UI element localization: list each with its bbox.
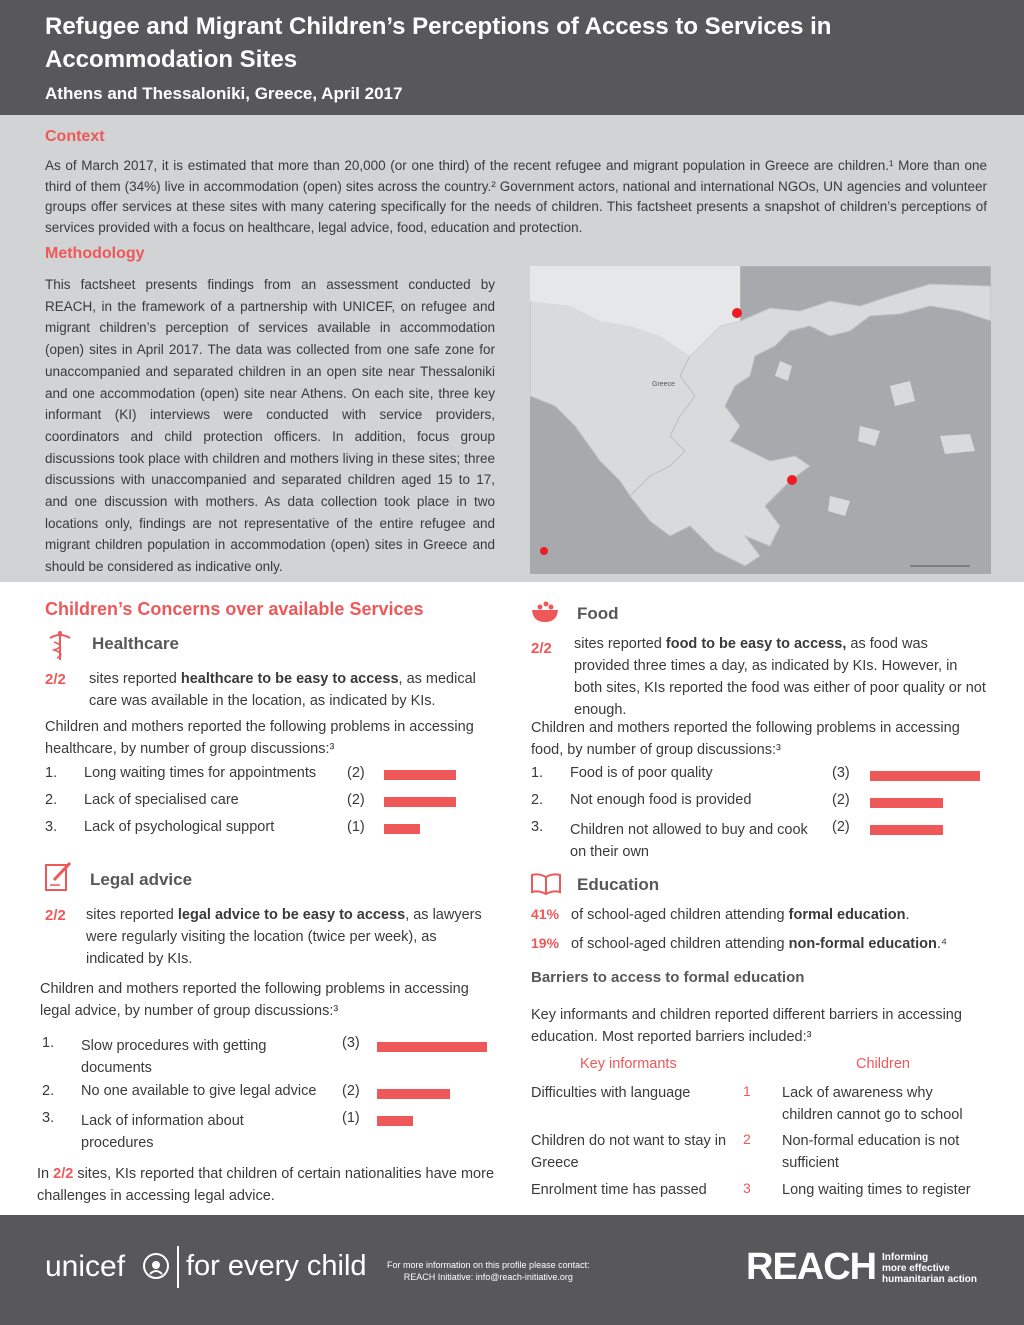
food-item-label: Not enough food is provided	[570, 792, 752, 808]
legal-item-label: Slow procedures with getting documents	[81, 1038, 267, 1076]
barrier-children: Lack of awareness why children cannot go to school	[782, 1085, 963, 1123]
food-item-label: Food is of poor quality	[570, 765, 713, 781]
barriers-heading: Barriers to access to formal education	[531, 969, 805, 986]
education-heading: Education	[577, 875, 660, 894]
food-intro: Children and mothers reported the following problems in accessing food, by number of group discussions:³	[531, 720, 960, 758]
healthcare-item-label: Lack of psychological support	[84, 819, 275, 835]
barrier-ki: Enrolment time has passed	[531, 1182, 707, 1198]
barrier-children: Non-formal education is not sufficient	[782, 1133, 960, 1171]
legal-item-label: No one available to give legal advice	[81, 1083, 317, 1099]
food-bar	[870, 825, 943, 835]
healthcare-bar	[384, 770, 456, 780]
legal-item-count: (2)	[342, 1083, 360, 1099]
barriers-col-children: Children	[856, 1056, 910, 1072]
healthcare-heading: Healthcare	[92, 634, 179, 653]
education-stat-text: of school-aged children attending formal education.	[571, 907, 910, 923]
barrier-ki: Difficulties with language	[531, 1085, 691, 1101]
legal-item-count: (3)	[342, 1035, 360, 1051]
healthcare-item-count: (2)	[347, 765, 365, 781]
unicef-globe-icon	[142, 1252, 170, 1280]
unicef-logo: unicef	[45, 1250, 126, 1283]
reach-tagline-1: Informing	[882, 1252, 929, 1263]
food-stat-text: sites reported food to be easy to access, as food was provided three times a day, as indicated by KIs. However, in both sites, KIs reported the food was either of poor quality or not enough.	[574, 636, 986, 718]
map-island	[940, 434, 975, 454]
legal-bar	[377, 1089, 450, 1099]
contact-line-2: REACH Initiative: info@reach-initiative.org	[403, 1272, 573, 1282]
healthcare-rank: 2.	[45, 792, 58, 808]
footer-contact	[387, 1259, 590, 1283]
concerns-heading: Children’s Concerns over available Services	[45, 599, 424, 619]
reach-tagline	[882, 1252, 977, 1285]
contact-line-1: For more information on this profile please contact:	[387, 1260, 590, 1270]
healthcare-bar	[384, 797, 456, 807]
food-stat: 2/2	[531, 640, 552, 657]
page-title: Refugee and Migrant Children’s Perceptions of Access to Services in Accommodation Sites	[45, 13, 832, 73]
barrier-rank: 1	[743, 1083, 751, 1099]
barriers-intro: Key informants and children reported different barriers in accessing education. Most reported barriers included:³	[531, 1007, 962, 1045]
healthcare-intro: Children and mothers reported the following problems in accessing healthcare, by number of group discussions:³	[45, 719, 474, 757]
legal-rank: 3.	[42, 1110, 55, 1126]
legal-intro: Children and mothers reported the following problems in accessing legal advice, by number of group discussions:³	[40, 981, 469, 1019]
legal-rank: 1.	[42, 1035, 55, 1051]
legal-footer-text: In 2/2 sites, KIs reported that children of certain nationalities have more challenges in accessing legal advice.	[37, 1166, 495, 1204]
reach-tagline-3: humanitarian action	[882, 1274, 978, 1285]
methodology-heading: Methodology	[45, 245, 145, 262]
footer-divider	[177, 1246, 179, 1288]
legal-bar	[377, 1042, 487, 1052]
reach-tagline-2: more effective	[882, 1263, 950, 1274]
food-rank: 3.	[531, 819, 544, 835]
food-heading: Food	[577, 604, 619, 623]
footer-banner	[0, 1215, 1024, 1325]
legal-rank: 2.	[42, 1083, 55, 1099]
greece-map	[530, 266, 991, 574]
legal-stat: 2/2	[45, 907, 66, 924]
map-legend-marker	[540, 547, 548, 555]
healthcare-stat: 2/2	[45, 671, 66, 688]
food-bowl-icon	[530, 598, 560, 624]
healthcare-bar	[384, 824, 420, 834]
healthcare-item-count: (2)	[347, 792, 365, 808]
barrier-rank: 2	[743, 1131, 751, 1147]
education-stat-text: of school-aged children attending non-formal education.⁴	[571, 936, 948, 952]
healthcare-rank: 1.	[45, 765, 58, 781]
healthcare-stat-text: sites reported healthcare to be easy to access, as medical care was available in the location, as indicated by KIs.	[89, 671, 476, 709]
healthcare-item-label: Long waiting times for appointments	[84, 765, 317, 781]
barrier-ki: Children do not want to stay in Greece	[531, 1133, 727, 1171]
context-heading: Context	[45, 128, 105, 145]
food-rank: 2.	[531, 792, 544, 808]
healthcare-item-count: (1)	[347, 819, 365, 835]
barrier-children: Long waiting times to register	[782, 1182, 971, 1198]
barriers-col-ki: Key informants	[580, 1056, 677, 1072]
legal-stat-text: sites reported legal advice to be easy to access, as lawyers were regularly visiting the location (twice per week), as indicated by KIs.	[86, 907, 482, 967]
caduceus-icon	[45, 630, 75, 662]
food-rank: 1.	[531, 765, 544, 781]
food-item-label: Children not allowed to buy and cook on their own	[570, 822, 808, 860]
map-graphic	[530, 266, 991, 574]
map-label-greece: Greece	[652, 381, 675, 388]
open-book-icon	[530, 873, 562, 895]
reach-logo: REACH	[746, 1246, 877, 1288]
page-subtitle: Athens and Thessaloniki, Greece, April 2017	[45, 84, 403, 103]
food-bar	[870, 771, 980, 781]
site-marker-athens	[787, 475, 797, 485]
legal-bar	[377, 1116, 413, 1126]
site-marker-thessaloniki	[732, 308, 742, 318]
healthcare-item-label: Lack of specialised care	[84, 792, 239, 808]
education-stat-value: 19%	[531, 935, 560, 951]
legal-heading: Legal advice	[90, 870, 193, 889]
unicef-tagline: for every child	[186, 1250, 367, 1282]
food-item-count: (3)	[832, 765, 850, 781]
header-banner	[0, 0, 1024, 115]
methodology-text: This factsheet presents findings from an assessment conducted by REACH, in the framework of a partnership with UNICEF, on refugee and migrant children’s perception of services available in accommodation (open) sites in April 2017. The data was collected from one safe zone for unaccompanied and separated children in an open site near Thessaloniki and one accommodation (open) site near Athens. On each site, three key informant (KI) interviews were conducted with service providers, coordinators and child protection officers. In addition, focus group discussions took place with children and mothers living in these sites; three discussions with unaccompanied and separated children aged 15 to 17, and one discussion with mothers. As data collection took place in two locations only, findings are not representative of the entire refugee and migrant children population in accommodation (open) sites in Greece and should be considered as indicative only.	[45, 277, 495, 575]
legal-item-label: Lack of information about procedures	[81, 1113, 244, 1151]
barrier-rank: 3	[743, 1180, 751, 1196]
legal-item-count: (1)	[342, 1110, 360, 1126]
context-text: As of March 2017, it is estimated that more than 20,000 (or one third) of the recent refugee and migrant population in Greece are children.¹ More than one third of them (34%) live in accommodation (open) sites across the country.² Government actors, national and international NGOs, UN agencies and volunteer groups offer services at these sites with many catering specifically for the needs of children. This factsheet presents a snapshot of children’s perceptions of services provided with a focus on healthcare, legal advice, food, education and protection.	[45, 158, 987, 235]
education-stat-value: 41%	[531, 906, 560, 922]
healthcare-rank: 3.	[45, 819, 58, 835]
food-bar	[870, 798, 943, 808]
food-item-count: (2)	[832, 792, 850, 808]
document-pen-icon	[44, 860, 74, 892]
food-item-count: (2)	[832, 819, 850, 835]
